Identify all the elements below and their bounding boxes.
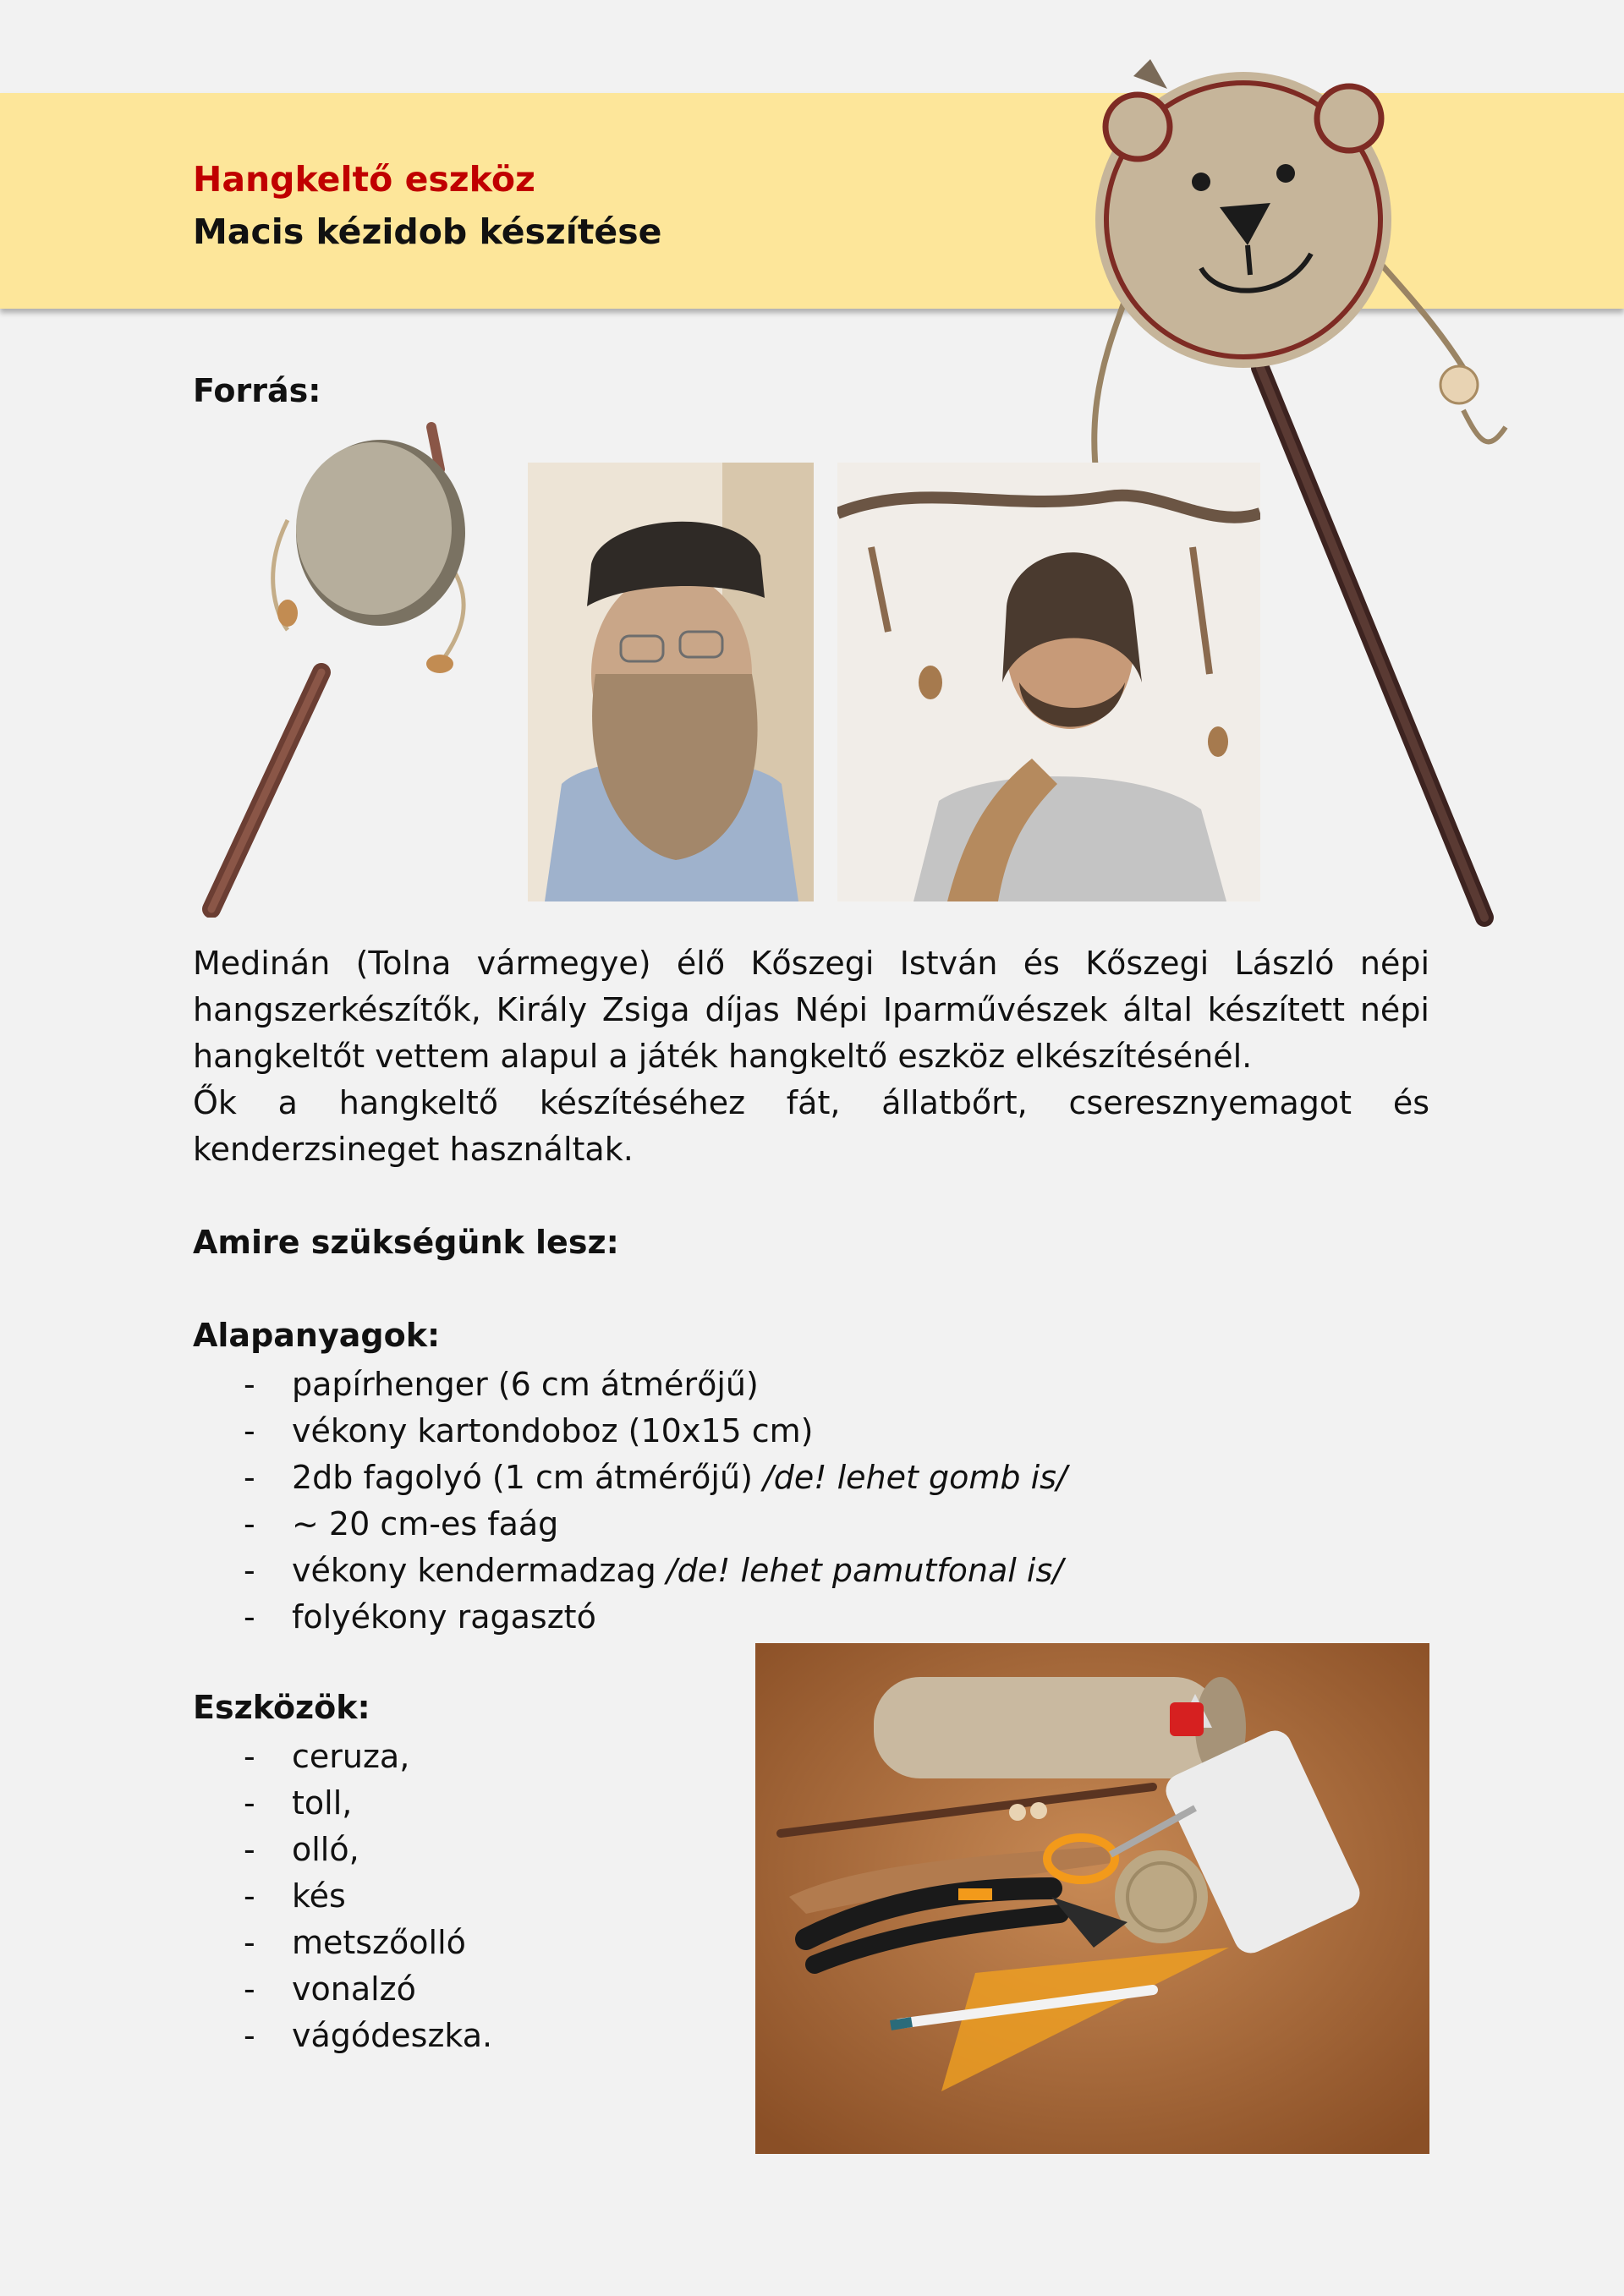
tools-item: - vágódeszka. [193,2013,492,2059]
tools-item: - kés [193,1873,492,1920]
materials-item-text: 2db fagolyó (1 cm átmérőjű) [292,1459,763,1496]
materials-item [193,1455,1067,1501]
tools-item: - olló, [193,1827,492,1873]
materials-item-note: /de! lehet gomb is/ [762,1459,1067,1496]
materials-tools-photo [755,1643,1429,2154]
source-heading: Forrás: [193,372,321,409]
description-text [193,940,1429,1173]
materials-heading: Alapanyagok: [193,1317,441,1354]
tools-heading: Eszközök: [193,1689,370,1726]
tools-list [193,1734,492,2059]
tools-item: - vonalzó [193,1966,492,2013]
document-subtitle: Macis kézidob készítése [193,211,662,252]
materials-item-text: folyékony ragasztó [292,1598,596,1636]
tools-item: - toll, [193,1780,492,1827]
materials-item-text: vékony kendermadzag [292,1552,667,1589]
materials-item-text: papírhenger (6 cm átmérőjű) [292,1366,759,1403]
document-title: Hangkeltő eszköz [193,159,535,200]
description-paragraph-1: Medinán (Tolna vármegye) élő Kőszegi István és Kőszegi László népi hangszerkészítők, Király Zsiga díjas Népi Iparművészek által készített népi hangkeltőt vettem alapul a játék hangkeltő eszköz elkészítésénél. [193,945,1429,1075]
materials-item [193,1501,1067,1548]
materials-item-text: vékony kartondoboz (10x15 cm) [292,1412,814,1449]
materials-item [193,1362,1067,1408]
hand-drum-photo [195,419,482,918]
materials-item [193,1408,1067,1455]
tools-item: - metszőolló [193,1920,492,1966]
tools-item: - ceruza, [193,1734,492,1780]
materials-list [193,1362,1067,1641]
needs-heading: Amire szükségünk lesz: [193,1224,619,1261]
description-paragraph-2: Ők a hangkeltő készítéséhez fát, állatbőrt, cseresznyemagot és kenderzsineget használtak. [193,1084,1429,1168]
koszegi-istvan-portrait [528,463,814,901]
materials-item-note: /de! lehet pamutfonal is/ [666,1552,1064,1589]
koszegi-laszlo-portrait [837,463,1260,901]
materials-item-text: ~ 20 cm-es faág [292,1505,559,1543]
materials-item [193,1548,1067,1594]
materials-item [193,1594,1067,1641]
